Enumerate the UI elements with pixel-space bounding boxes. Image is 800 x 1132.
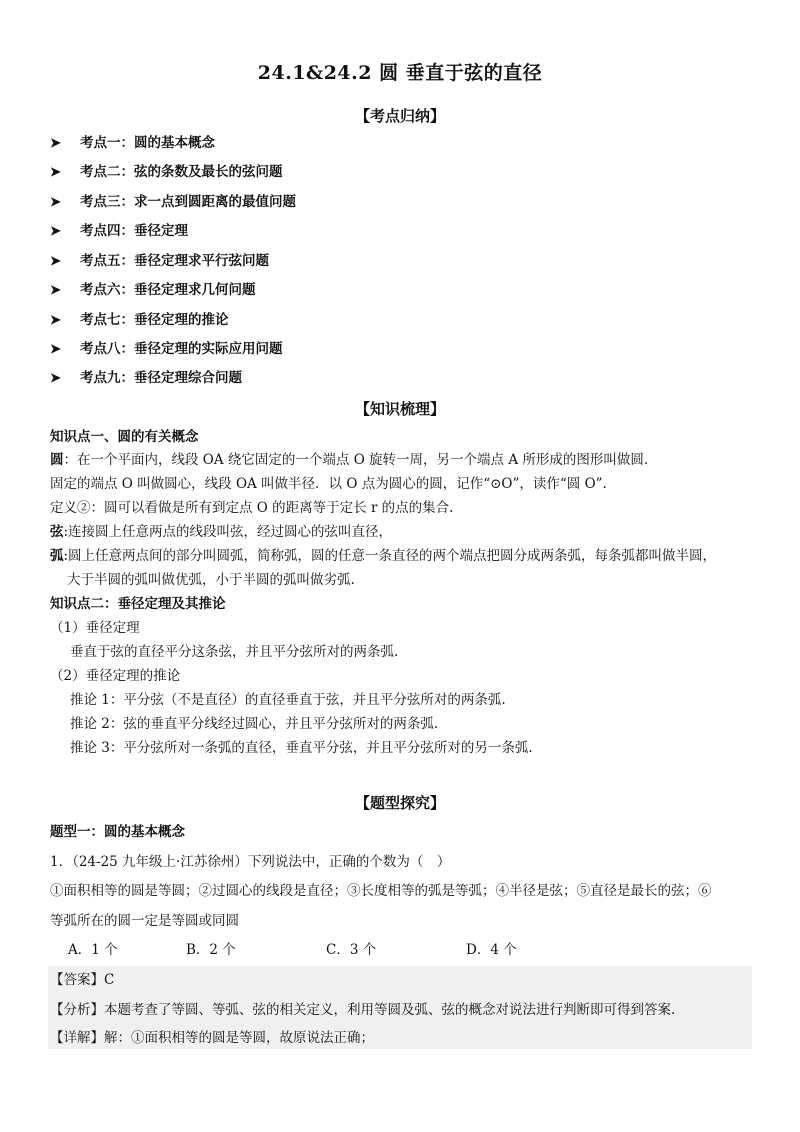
arrow-bullet-icon: ➤: [50, 313, 61, 328]
section-heading-kaodian: 【考点归纳】: [354, 107, 445, 125]
arrow-bullet-icon: ➤: [50, 195, 61, 210]
kaodian-item: ➤ 考点三：求一点到圆距离的最值问题: [50, 192, 296, 212]
detail-line: 【详解】解：①面积相等的圆是等圆，故原说法正确；: [50, 1030, 374, 1046]
chord-definition: 弦:连接圆上任意两点的线段叫弦，经过圆心的弦叫直径，: [50, 524, 393, 540]
term-chord: 弦: [50, 524, 64, 540]
corollary-1: 推论 1：平分弦（不是直径）的直径垂直于弦，并且平分弦所对的两条弧.: [70, 692, 506, 708]
arrow-bullet-icon: ➤: [50, 224, 61, 239]
theorem-label: （1）垂径定理: [50, 620, 140, 636]
kaodian-item: ➤ 考点一：圆的基本概念: [50, 133, 215, 153]
term-circle: 圆: [50, 452, 64, 468]
arc-definition-cont: 大于半圆的弧叫做优弧，小于半圆的弧叫做劣弧.: [67, 572, 355, 588]
question-type-title: 题型一：圆的基本概念: [50, 824, 185, 840]
kaodian-item: ➤ 考点六：垂径定理求几何问题: [50, 280, 256, 300]
arc-definition: 弧:圆上任意两点间的部分叫圆弧，简称弧，圆的任意一条直径的两个端点把圆分成两条弧，每条弧都叫做半圆，: [50, 548, 717, 564]
option-d: D．4 个: [466, 942, 517, 958]
circle-definition-cont: 固定的端点 O 叫做圆心，线段 OA 叫做半径．以 O 点为圆心的圆，记作“⊙O”，读作“圆 O”.: [50, 476, 607, 492]
kaodian-item: ➤ 考点二：弦的条数及最长的弦问题: [50, 162, 283, 182]
kaodian-item: ➤ 考点五：垂径定理求平行弦问题: [50, 251, 269, 271]
section-heading-tixing: 【题型探究】: [354, 794, 445, 812]
kaodian-item: ➤ 考点九：垂径定理综合问题: [50, 368, 242, 388]
corollary-2: 推论 2：弦的垂直平分线经过圆心，并且平分弦所对的两条弧.: [70, 716, 439, 732]
circle-definition: 圆：在一个平面内，线段 OA 绕它固定的一个端点 O 旋转一周，另一个端点 A 所形成的图形叫做圆.: [50, 452, 649, 468]
kaodian-item: ➤ 考点八：垂径定理的实际应用问题: [50, 339, 283, 359]
option-a: A．1 个: [68, 942, 118, 958]
question-statements-cont: 等弧所在的圆一定是等圆或同圆: [50, 913, 239, 929]
circle-definition-2: 定义②：圆可以看做是所有到定点 O 的距离等于定长 r 的点的集合.: [50, 500, 454, 516]
page-title: 24.1&24.2 圆 垂直于弦的直径: [257, 62, 543, 84]
knowledge-point-title: 知识点二：垂径定理及其推论: [50, 596, 226, 612]
question-statements: ①面积相等的圆是等圆；②过圆心的线段是直径；③长度相等的弧是等弧；④半径是弦；⑤直径是最长的弦；⑥: [50, 883, 712, 899]
theorem-text: 垂直于弦的直径平分这条弦，并且平分弦所对的两条弧.: [70, 644, 399, 660]
kaodian-item: ➤ 考点四：垂径定理: [50, 221, 188, 241]
analysis-line: 【分析】本题考查了等圆、等弧、弦的相关定义，利用等圆及弧、弦的概念对说法进行判断即可得到答案.: [50, 1002, 676, 1018]
arrow-bullet-icon: ➤: [50, 342, 61, 357]
arrow-bullet-icon: ➤: [50, 254, 61, 269]
term-arc: 弧: [50, 548, 64, 564]
kaodian-item: ➤ 考点七：垂径定理的推论: [50, 310, 229, 330]
arrow-bullet-icon: ➤: [50, 165, 61, 180]
option-c: C．3 个: [326, 942, 377, 958]
corollary-3: 推论 3：平分弦所对一条弧的直径，垂直平分弦，并且平分弦所对的另一条弧.: [70, 740, 533, 756]
arrow-bullet-icon: ➤: [50, 371, 61, 386]
option-b: B．2 个: [186, 942, 236, 958]
arrow-bullet-icon: ➤: [50, 136, 61, 151]
section-heading-zhishi: 【知识梳理】: [354, 400, 445, 418]
arrow-bullet-icon: ➤: [50, 283, 61, 298]
corollary-label: （2）垂径定理的推论: [50, 668, 181, 684]
knowledge-point-title: 知识点一、圆的有关概念: [50, 429, 199, 445]
answer-line: 【答案】C: [50, 972, 115, 988]
question-stem: 1．（24-25 九年级上·江苏徐州）下列说法中，正确的个数为（ ）: [50, 854, 451, 870]
